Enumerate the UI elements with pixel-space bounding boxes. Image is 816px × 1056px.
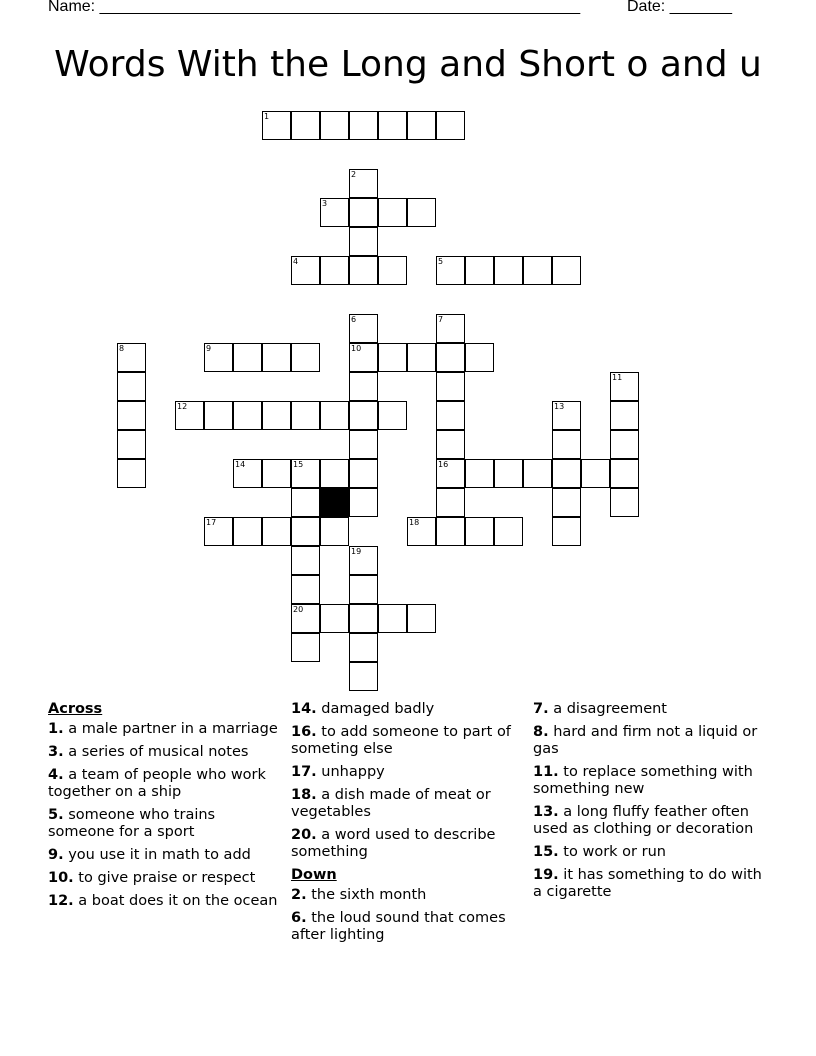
grid-cell[interactable] [378, 256, 407, 285]
grid-cell[interactable] [262, 459, 291, 488]
down-heading: Down [291, 867, 337, 883]
grid-cell[interactable] [291, 604, 320, 633]
grid-cell[interactable] [436, 459, 465, 488]
grid-cell[interactable] [117, 459, 146, 488]
clue-number-6: 6 [351, 315, 357, 324]
grid-cell[interactable] [407, 343, 436, 372]
grid-cell[interactable] [320, 517, 349, 546]
clue-number: 20. [291, 827, 317, 843]
across-clue [48, 767, 284, 801]
grid-cell[interactable] [233, 401, 262, 430]
down-clue [533, 701, 769, 718]
grid-cell[interactable] [291, 343, 320, 372]
grid-cell[interactable] [436, 401, 465, 430]
clue-text: a word used to describe something [291, 827, 496, 860]
clue-text: someone who trains someone for a sport [48, 807, 216, 840]
grid-cell[interactable] [436, 488, 465, 517]
grid-cell[interactable] [204, 343, 233, 372]
grid-cell[interactable] [349, 401, 378, 430]
grid-cell[interactable] [378, 604, 407, 633]
clue-text: hard and firm not a liquid or gas [533, 724, 758, 757]
down-clue [533, 867, 769, 901]
clue-number: 14. [291, 701, 317, 717]
grid-cell[interactable] [291, 488, 320, 517]
grid-cell[interactable] [436, 517, 465, 546]
clue-number: 3. [48, 744, 64, 760]
grid-cell[interactable] [349, 459, 378, 488]
clue-number: 1. [48, 721, 64, 737]
grid-cell[interactable] [494, 517, 523, 546]
across-clue [48, 807, 284, 841]
down-clue [533, 724, 769, 758]
across-clue [48, 744, 284, 761]
across-clue [48, 721, 284, 738]
across-clue [48, 847, 284, 864]
clue-number-5: 5 [438, 257, 444, 266]
down-clue [533, 764, 769, 798]
clues-column-3 [533, 701, 769, 907]
grid-cell[interactable] [581, 459, 610, 488]
grid-cell[interactable] [610, 459, 639, 488]
grid-cell[interactable] [378, 343, 407, 372]
grid-cell[interactable] [349, 430, 378, 459]
clue-text: damaged badly [316, 701, 435, 717]
grid-cell[interactable] [465, 343, 494, 372]
grid-cell[interactable] [465, 517, 494, 546]
grid-cell[interactable] [117, 401, 146, 430]
grid-cell[interactable] [291, 575, 320, 604]
clue-text: a dish made of meat or vegetables [291, 787, 491, 820]
grid-cell[interactable] [349, 111, 378, 140]
grid-cell[interactable] [291, 401, 320, 430]
down-clue [533, 844, 769, 861]
grid-cell[interactable] [494, 256, 523, 285]
across-clue [48, 870, 284, 887]
grid-cell[interactable] [349, 343, 378, 372]
grid-cell[interactable] [320, 111, 349, 140]
grid-cell[interactable] [436, 314, 465, 343]
grid-cell[interactable] [436, 256, 465, 285]
clue-number-9: 9 [206, 344, 212, 353]
grid-cell[interactable] [349, 575, 378, 604]
clue-number-14: 14 [235, 460, 246, 469]
grid-cell[interactable] [233, 459, 262, 488]
grid-cell[interactable] [233, 343, 262, 372]
clue-number: 7. [533, 701, 549, 717]
grid-cell[interactable] [204, 517, 233, 546]
date-field[interactable]: Date: _______ [627, 0, 732, 15]
down-clue [291, 887, 527, 904]
clue-number: 15. [533, 844, 559, 860]
grid-cell[interactable] [523, 459, 552, 488]
grid-cell[interactable] [291, 256, 320, 285]
clue-number: 9. [48, 847, 64, 863]
down-clue [291, 910, 527, 944]
grid-cell[interactable] [349, 198, 378, 227]
across-clue [48, 893, 284, 910]
grid-cell[interactable] [262, 111, 291, 140]
grid-cell[interactable] [407, 111, 436, 140]
across-heading: Across [48, 701, 103, 717]
clue-number: 13. [533, 804, 559, 820]
grid-cell[interactable] [233, 517, 262, 546]
grid-cell[interactable] [407, 198, 436, 227]
clue-text: to replace something with something new [533, 764, 753, 797]
grid-cell[interactable] [436, 111, 465, 140]
grid-cell[interactable] [552, 256, 581, 285]
clue-number-18: 18 [409, 518, 420, 527]
grid-cell[interactable] [320, 401, 349, 430]
grid-cell[interactable] [552, 517, 581, 546]
clue-number-16: 16 [438, 460, 449, 469]
clue-number-17: 17 [206, 518, 217, 527]
clue-number-13: 13 [554, 402, 565, 411]
grid-cell[interactable] [349, 488, 378, 517]
clue-number: 19. [533, 867, 559, 883]
clue-number-7: 7 [438, 315, 444, 324]
clue-number-11: 11 [612, 373, 623, 382]
clue-number: 17. [291, 764, 317, 780]
grid-cell[interactable] [349, 372, 378, 401]
down-clue [533, 804, 769, 838]
clue-number-3: 3 [322, 199, 328, 208]
clue-text: a boat does it on the ocean [73, 893, 278, 909]
grid-cell[interactable] [262, 517, 291, 546]
clue-text: a disagreement [548, 701, 667, 717]
grid-cell[interactable] [610, 401, 639, 430]
grid-block-cell [320, 488, 349, 517]
clue-text: a long fluffy feather often used as clothing or decoration [533, 804, 754, 837]
page-title: Words With the Long and Short o and u [54, 44, 762, 85]
grid-cell[interactable] [262, 343, 291, 372]
grid-cell[interactable] [552, 488, 581, 517]
grid-cell[interactable] [349, 604, 378, 633]
clue-number-8: 8 [119, 344, 125, 353]
grid-cell[interactable] [465, 459, 494, 488]
clue-number-10: 10 [351, 344, 362, 353]
grid-cell[interactable] [552, 401, 581, 430]
across-clue [291, 724, 527, 758]
clue-text: a series of musical notes [63, 744, 249, 760]
grid-cell[interactable] [494, 459, 523, 488]
clue-text: the loud sound that comes after lighting [291, 910, 506, 943]
clue-text: to add someone to part of someting else [291, 724, 511, 757]
clue-number-2: 2 [351, 170, 357, 179]
grid-cell[interactable] [291, 546, 320, 575]
grid-cell[interactable] [436, 430, 465, 459]
grid-cell[interactable] [291, 517, 320, 546]
grid-cell[interactable] [117, 430, 146, 459]
clue-number-19: 19 [351, 547, 362, 556]
grid-cell[interactable] [552, 430, 581, 459]
grid-cell[interactable] [291, 459, 320, 488]
grid-cell[interactable] [436, 372, 465, 401]
clue-number: 16. [291, 724, 317, 740]
grid-cell[interactable] [320, 198, 349, 227]
clue-number-12: 12 [177, 402, 188, 411]
clue-number: 10. [48, 870, 74, 886]
across-clue [291, 827, 527, 861]
grid-cell[interactable] [349, 169, 378, 198]
grid-cell[interactable] [552, 459, 581, 488]
clue-number-1: 1 [264, 112, 270, 121]
clue-text: a male partner in a marriage [63, 721, 278, 737]
grid-cell[interactable] [349, 227, 378, 256]
grid-cell[interactable] [291, 111, 320, 140]
clue-number: 4. [48, 767, 64, 783]
across-clue [291, 764, 527, 781]
clue-number-4: 4 [293, 257, 299, 266]
grid-cell[interactable] [320, 256, 349, 285]
clue-text: a team of people who work together on a ship [48, 767, 266, 800]
grid-cell[interactable] [204, 401, 233, 430]
grid-cell[interactable] [320, 604, 349, 633]
grid-cell[interactable] [262, 401, 291, 430]
clue-number: 5. [48, 807, 64, 823]
clue-number-20: 20 [293, 605, 304, 614]
grid-cell[interactable] [349, 256, 378, 285]
grid-cell[interactable] [378, 111, 407, 140]
clue-text: unhappy [316, 764, 385, 780]
grid-cell[interactable] [349, 546, 378, 575]
grid-cell[interactable] [378, 198, 407, 227]
clue-number: 2. [291, 887, 307, 903]
grid-cell[interactable] [349, 633, 378, 662]
clue-number-15: 15 [293, 460, 304, 469]
grid-cell[interactable] [523, 256, 552, 285]
grid-cell[interactable] [610, 430, 639, 459]
grid-cell[interactable] [378, 401, 407, 430]
grid-cell[interactable] [349, 662, 378, 691]
clue-text: to give praise or respect [73, 870, 256, 886]
grid-cell[interactable] [436, 343, 465, 372]
clue-text: you use it in math to add [63, 847, 251, 863]
grid-cell[interactable] [320, 459, 349, 488]
grid-cell[interactable] [349, 314, 378, 343]
clues-column-1 [48, 701, 284, 916]
clue-text: to work or run [558, 844, 666, 860]
grid-cell[interactable] [291, 633, 320, 662]
grid-cell[interactable] [407, 517, 436, 546]
clue-text: it has something to do with a cigarette [533, 867, 762, 900]
clue-number: 8. [533, 724, 549, 740]
grid-cell[interactable] [407, 604, 436, 633]
clues-column-2 [291, 701, 527, 950]
name-field[interactable]: Name: ______________________________________________________ [48, 0, 581, 15]
clue-number: 11. [533, 764, 559, 780]
clue-number: 6. [291, 910, 307, 926]
across-clue [291, 701, 527, 718]
grid-cell[interactable] [175, 401, 204, 430]
clue-number: 12. [48, 893, 74, 909]
grid-cell[interactable] [610, 372, 639, 401]
grid-cell[interactable] [117, 343, 146, 372]
grid-cell[interactable] [117, 372, 146, 401]
clue-number: 18. [291, 787, 317, 803]
clue-text: the sixth month [306, 887, 427, 903]
grid-cell[interactable] [610, 488, 639, 517]
across-clue [291, 787, 527, 821]
grid-cell[interactable] [465, 256, 494, 285]
